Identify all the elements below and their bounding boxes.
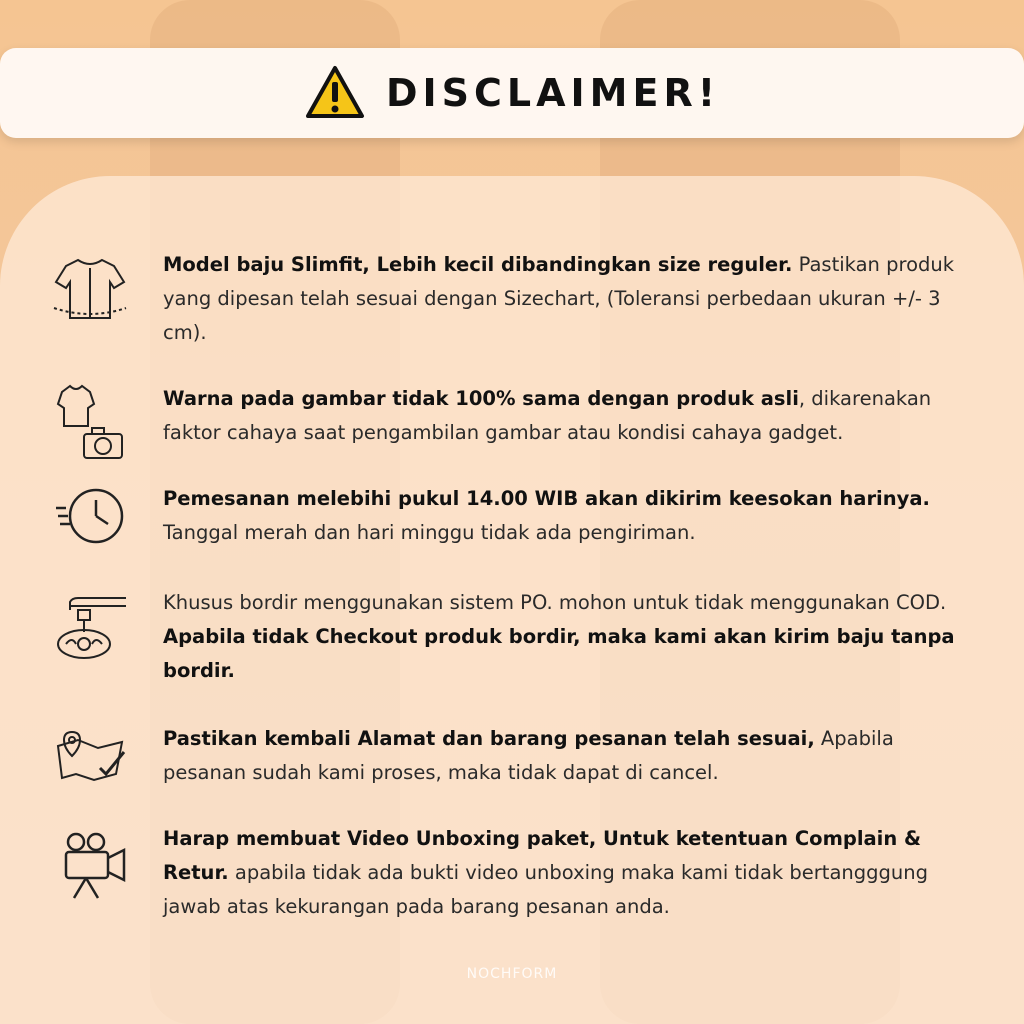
video-camera-icon — [50, 822, 130, 902]
item-text — [163, 586, 983, 688]
item-text — [163, 722, 983, 802]
item-detail-text: Pastikan produk yang dipesan telah sesuai dengan Sizechart, (Toleransi perbedaan ukuran +/- 3 cm). — [163, 253, 955, 344]
shirt-icon — [50, 248, 130, 328]
item-text — [163, 822, 983, 924]
item-intro-text: Khusus bordir menggunakan sistem PO. mohon untuk tidak menggunakan COD. — [163, 591, 947, 614]
item-detail-text: Apabila pesanan sudah kami proses, maka tidak dapat di cancel. — [163, 727, 894, 784]
warning-icon — [304, 64, 366, 122]
item-bold-text: Pemesanan melebihi pukul 14.00 WIB akan dikirim keesokan harinya. — [163, 487, 930, 510]
disclaimer-item-shipping-time — [50, 482, 990, 562]
item-bold-text: Harap membuat Video Unboxing paket, Untuk ketentuan Complain & Retur. — [163, 827, 922, 884]
item-text — [163, 248, 983, 350]
page-title: DISCLAIMER! — [385, 71, 721, 115]
item-bold-text: Model baju Slimfit, Lebih kecil dibandingkan size reguler. — [163, 253, 793, 276]
map-icon — [50, 722, 130, 802]
clock-icon — [50, 482, 130, 562]
disclaimer-banner — [0, 48, 1024, 138]
brand-watermark: NOCHFORM — [466, 966, 558, 982]
item-bold-text: Apabila tidak Checkout produk bordir, maka kami akan kirim baju tanpa bordir. — [163, 625, 955, 682]
embroidery-icon — [50, 586, 130, 666]
disclaimer-item-address — [50, 722, 990, 802]
item-text — [163, 482, 983, 562]
camera-icon — [50, 382, 130, 462]
disclaimer-item-unboxing-video — [50, 822, 990, 924]
disclaimer-item-slimfit — [50, 248, 990, 350]
item-bold-text: Pastikan kembali Alamat dan barang pesanan telah sesuai, — [163, 727, 815, 750]
item-text — [163, 382, 983, 462]
disclaimer-item-color — [50, 382, 990, 462]
disclaimer-item-embroidery — [50, 586, 990, 688]
item-detail-text: Tanggal merah dan hari minggu tidak ada pengiriman. — [163, 521, 696, 544]
item-bold-text: Warna pada gambar tidak 100% sama dengan produk asli — [163, 387, 799, 410]
item-detail-text: apabila tidak ada bukti video unboxing maka kami tidak bertangggung jawab atas kekurangan pada barang pesanan anda. — [163, 861, 928, 918]
item-detail-text: , dikarenakan faktor cahaya saat pengambilan gambar atau kondisi cahaya gadget. — [163, 387, 932, 444]
